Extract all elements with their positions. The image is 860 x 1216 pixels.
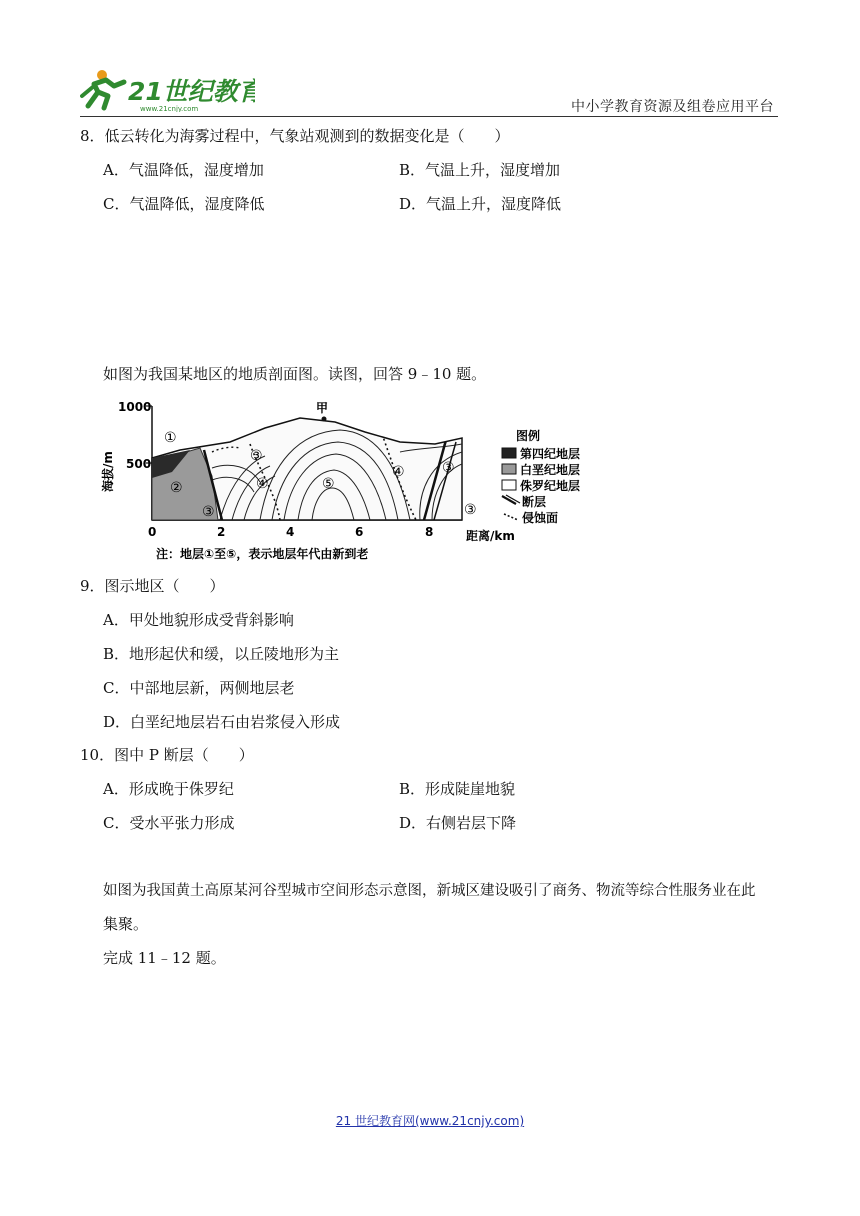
stratum-label-5: ⑤ — [322, 476, 335, 492]
stratum-label-4b: ④ — [392, 464, 405, 480]
site-logo — [80, 66, 255, 112]
intro-11-12-line-3: 完成 11﹣12 题。 — [103, 949, 226, 967]
point-jia-label: 甲 — [316, 401, 329, 415]
question-8-option-b[interactable]: B．气温上升，湿度增加 — [399, 161, 561, 179]
legend-fault: 断层 — [522, 495, 547, 509]
stratum-label-3b: ③ — [250, 448, 263, 464]
x-tick-8: 8 — [425, 525, 434, 539]
stratum-label-3d: ③ — [464, 502, 477, 518]
legend-quaternary: 第四纪地层 — [520, 447, 581, 461]
logo-url: www.21cnjy.com — [140, 105, 199, 112]
geologic-profile-figure — [100, 392, 600, 566]
question-10-option-a[interactable]: A．形成晚于侏罗纪 — [103, 780, 234, 798]
x-tick-4: 4 — [286, 525, 295, 539]
question-10-option-d[interactable]: D．右侧岩层下降 — [399, 814, 517, 832]
x-tick-0: 0 — [148, 525, 157, 539]
question-9-option-b[interactable]: B．地形起伏和缓，以丘陵地形为主 — [103, 645, 340, 663]
footer-link[interactable]: 21 世纪教育网(www.21cnjy.com) — [335, 1114, 525, 1128]
stratum-label-3c: ③ — [442, 460, 455, 476]
question-8-option-a[interactable]: A．气温降低，湿度增加 — [103, 161, 264, 179]
legend-jurassic: 侏罗纪地层 — [520, 479, 581, 493]
question-8-stem: 8．低云转化为海雾过程中，气象站观测到的数据变化是（ ） — [80, 127, 510, 145]
platform-name: 中小学教育资源及组卷应用平台 — [571, 99, 774, 115]
question-10-option-c[interactable]: C．受水平张力形成 — [103, 814, 235, 832]
question-9-option-a[interactable]: A．甲处地貌形成受背斜影响 — [103, 611, 294, 629]
question-10-stem: 10．图中 P 断层（ ） — [80, 746, 254, 764]
question-8-option-c[interactable]: C．气温降低，湿度降低 — [103, 195, 265, 213]
intro-9-10: 如图为我国某地区的地质剖面图。读图，回答 9﹣10 题。 — [103, 365, 487, 383]
stratum-label-1: ① — [164, 430, 177, 446]
legend-cretaceous: 白垩纪地层 — [520, 463, 581, 477]
legend-title: 图例 — [516, 429, 541, 443]
stratum-label-3a: ③ — [202, 504, 215, 520]
legend-erosion-surface: 侵蚀面 — [522, 511, 559, 525]
x-tick-2: 2 — [217, 525, 226, 539]
runner-logo-icon — [80, 66, 255, 112]
figure-note: 注：地层①至⑤，表示地层年代由新到老 — [156, 547, 369, 561]
question-9-option-d[interactable]: D．白垩纪地层岩石由岩浆侵入形成 — [103, 713, 341, 731]
header-divider — [80, 116, 778, 117]
intro-11-12-line-2: 集聚。 — [103, 915, 149, 933]
question-9-stem: 9．图示地区（ ） — [80, 577, 225, 595]
question-10-option-b[interactable]: B．形成陡崖地貌 — [399, 780, 516, 798]
stratum-label-4a: ④ — [256, 476, 269, 492]
question-9-option-c[interactable]: C．中部地层新，两侧地层老 — [103, 679, 295, 697]
y-axis-label: 海拔/m — [101, 451, 115, 492]
question-8-option-d[interactable]: D．气温上升，湿度降低 — [399, 195, 562, 213]
logo-text: 21世纪教育 — [128, 77, 255, 106]
y-tick-1000: 1000 — [118, 400, 152, 414]
x-tick-6: 6 — [355, 525, 364, 539]
stratum-label-2: ② — [170, 480, 183, 496]
y-tick-500: 500 — [126, 457, 152, 471]
intro-11-12-line-1: 如图为我国黄土高原某河谷型城市空间形态示意图，新城区建设吸引了商务、物流等综合性服务业在此 — [103, 883, 756, 899]
x-axis-label: 距离/km — [466, 529, 515, 543]
